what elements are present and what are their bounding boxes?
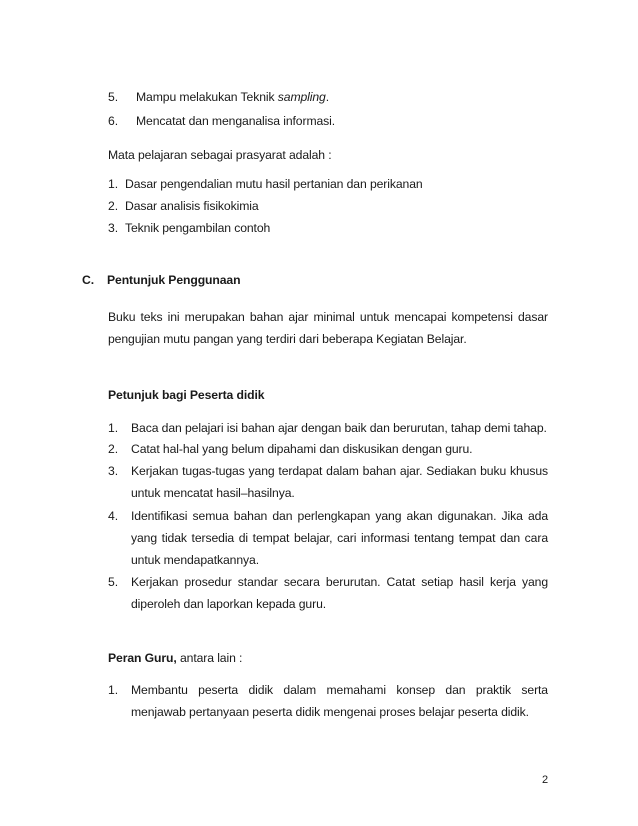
student-guide-5-line-2: diperoleh dan laporkan kepada guru. — [131, 597, 327, 611]
prerequisite-1-text: Dasar pengendalian mutu hasil pertanian dan perikanan — [125, 177, 423, 191]
student-guide-5-number: 5. — [108, 575, 119, 589]
student-guide-2-number: 2. — [108, 442, 119, 456]
student-guide-4-line-1: Identifikasi semua bahan dan perlengkapan yang akan digunakan. Jika ada — [131, 509, 548, 523]
competency-5-text: Mampu melakukan Teknik sampling. — [136, 90, 330, 104]
student-guide-3-line-1: Kerjakan tugas-tugas yang terdapat dalam bahan ajar. Sediakan buku khusus — [131, 464, 548, 478]
competency-5-number: 5. — [108, 90, 119, 104]
student-guide-2-text: Catat hal-hal yang belum dipahami dan diskusikan dengan guru. — [131, 442, 473, 456]
prerequisite-intro: Mata pelajaran sebagai prasyarat adalah : — [108, 148, 332, 162]
competency-6-text: Mencatat dan menganalisa informasi. — [136, 114, 336, 128]
student-guide-5-line-1: Kerjakan prosedur standar secara berurutan. Catat setiap hasil kerja yang — [131, 575, 548, 589]
student-guide-4-number: 4. — [108, 509, 119, 523]
teacher-role-title: Peran Guru, antara lain : — [108, 651, 243, 665]
student-guide-1-number: 1. — [108, 421, 119, 435]
competency-6-number: 6. — [108, 114, 119, 128]
teacher-role-1-line-1: Membantu peserta didik dalam memahami konsep dan praktik serta — [131, 683, 548, 697]
prerequisite-3-number: 3. — [108, 221, 119, 235]
section-c-letter: C. — [82, 273, 95, 287]
section-c-paragraph-line-1: Buku teks ini merupakan bahan ajar minimal untuk mencapai kompetensi dasar — [108, 310, 548, 324]
section-c-title: Pentunjuk Penggunaan — [107, 273, 241, 287]
prerequisite-1-number: 1. — [108, 177, 119, 191]
student-guide-4-line-3: untuk mendapatkannya. — [131, 553, 259, 567]
teacher-role-1-number: 1. — [108, 683, 119, 697]
prerequisite-2-number: 2. — [108, 199, 119, 213]
student-guide-3-number: 3. — [108, 464, 119, 478]
page-number: 2 — [542, 774, 549, 786]
teacher-role-1-line-2: menjawab pertanyaan peserta didik mengenai proses belajar peserta didik. — [131, 705, 529, 719]
prerequisite-3-text: Teknik pengambilan contoh — [125, 221, 271, 235]
student-guide-3-line-2: untuk mencatat hasil–hasilnya. — [131, 486, 295, 500]
student-guide-1-text: Baca dan pelajari isi bahan ajar dengan baik dan berurutan, tahap demi tahap. — [131, 421, 547, 435]
section-c-paragraph-line-2: pengujian mutu pangan yang terdiri dari beberapa Kegiatan Belajar. — [108, 332, 467, 346]
student-guide-4-line-2: yang tidak tersedia di tempat belajar, cari informasi tentang tempat dan cara — [131, 531, 548, 545]
student-guide-title: Petunjuk bagi Peserta didik — [108, 388, 265, 402]
prerequisite-2-text: Dasar analisis fisikokimia — [125, 199, 259, 213]
